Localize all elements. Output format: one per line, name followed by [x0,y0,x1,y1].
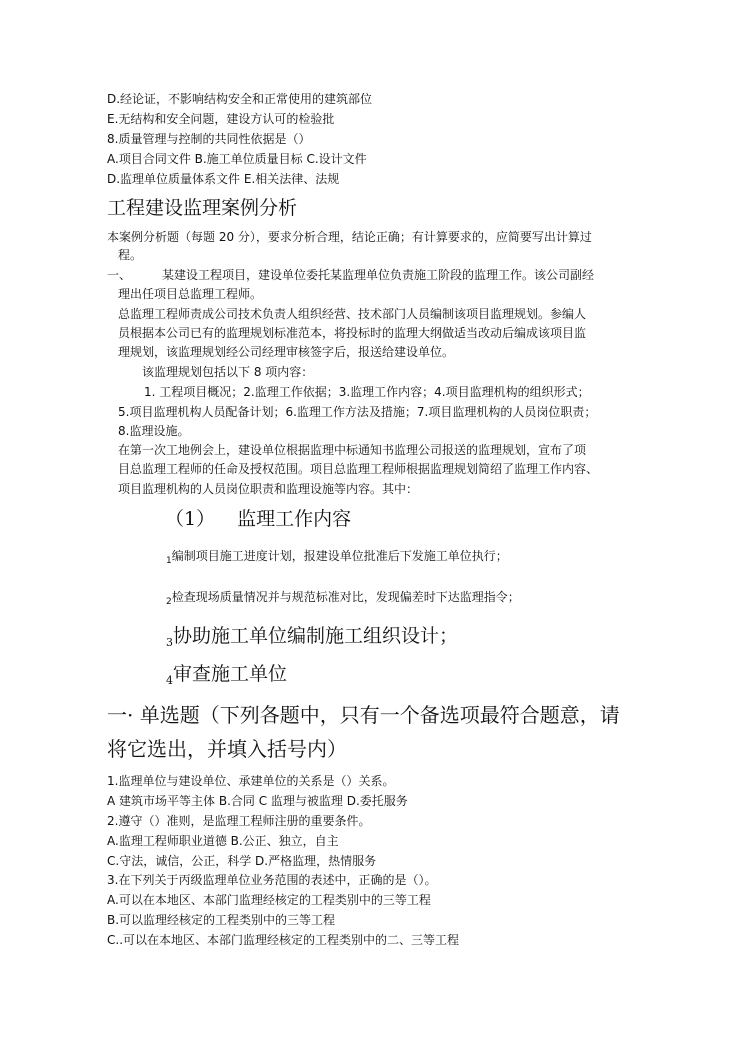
text-line: E.无结构和安全问题，建设方认可的检验批 [107,112,335,126]
question-line: 2.遵守（）准则，是监理工程师注册的重要条件。 [107,814,371,828]
case-paragraph-line: 总监理工程师责成公司技术负责人组织经营、技术部门人员编制该项目监理规划。参编人 [118,307,587,321]
intro-line: 程。 [118,248,143,262]
question-line: C.守法，诚信，公正，科学 D.严格监理，热情服务 [107,854,377,868]
case-paragraph-line: 在第一次工地例会上，建设单位根据监理中标通知书监理公司报送的监理规划，宣布了项 [118,443,587,457]
section-title: 工程建设监理案例分析 [107,197,298,219]
case-paragraph-line: 目总监理工程师的任命及授权范围。项目总监理工程师根据监理规划简绍了监理工作内容、 [118,462,599,476]
question-line: 3.在下列关于丙级监理单位业务范围的表述中，正确的是（）。 [107,873,437,887]
text-line: A.项目合同文件 B.施工单位质量目标 C.设计文件 [107,152,367,166]
mc-section-heading: 一· 单选题（下列各题中，只有一个备选项最符合题意，请 [107,703,620,727]
plan-item-line: 8.监理设施。 [118,424,190,438]
case-paragraph-line: 项目监理机构的人员岗位职责和监理设施等内容。其中： [118,482,419,496]
list-item [166,548,508,569]
intro-line: 本案例分析题（每题 20 分），要求分析合理，结论正确；有计算要求的，应简要写出计算过 [107,230,592,244]
list-item-text: 协助施工单位编制施工组织设计； [173,625,459,647]
sub-heading-text: 监理工作内容 [237,508,352,530]
sub-heading [165,506,351,532]
text-line: D.经论证，不影响结构安全和正常使用的建筑部位 [107,92,373,106]
mc-section-heading: 将它选出，并填入括号内） [107,737,347,761]
case-marker: 一、 [107,268,132,282]
list-item-text: 编制项目施工进度计划，报建设单位批准后下发施工单位执行； [171,549,508,563]
list-item [166,623,458,656]
text-line: D.监理单位质量体系文件 E.相关法律、法规 [107,172,340,186]
question-line: B.可以监理经核定的工程类别中的三等工程 [107,913,336,927]
case-paragraph-line: 员根据本公司已有的监理规划标准范本，将投标时的监理大纲做适当改动后编成该项目监 [118,326,587,340]
list-item-number: 1 [166,556,172,566]
plan-item-line: 5.项目监理机构人员配备计划；6.监理工作方法及措施；7.项目监理机构的人员岗位职责； [118,405,597,419]
question-line: 1.监理单位与建设单位、承建单位的关系是（）关系。 [107,774,395,788]
case-line: 理出任项目总监理工程师。 [118,287,263,301]
list-item-number: 4 [166,674,173,687]
list-item-text: 检查现场质量情况并与规范标准对比，发现偏差时下达监理指令； [171,590,520,604]
question-line: A.监理工程师职业道德 B.公正、独立，自主 [107,834,339,848]
list-item-text: 审查施工单位 [173,663,288,685]
plan-intro: 该监理规划包括以下 8 项内容： [142,365,314,379]
question-line: C..可以在本地区、本部门监理经核定的工程类别中的二、三等工程 [107,933,460,947]
question-line: A.可以在本地区、本部门监理经核定的工程类别中的三等工程 [107,893,431,907]
list-item-number: 2 [166,597,172,607]
sub-heading-number: （1） [165,508,216,530]
case-paragraph-line: 理规划，该监理规划经公司经理审核签字后，报送给建设单位。 [118,345,455,359]
list-item [166,589,520,610]
question-line: A 建筑市场平等主体 B.合同 C 监理与被监理 D.委托服务 [107,794,408,808]
list-item [166,661,287,694]
list-item-number: 3 [166,636,173,649]
plan-item-line: 1. 工程项目概况；2.监理工作依据；3.监理工作内容；4.项目监理机构的组织形式； [144,385,590,399]
case-line: 某建设工程项目，建设单位委托某监理单位负责施工阶段的监理工作。该公司副经 [162,268,595,282]
text-line: 8.质量管理与控制的共同性依据是（） [107,132,311,146]
